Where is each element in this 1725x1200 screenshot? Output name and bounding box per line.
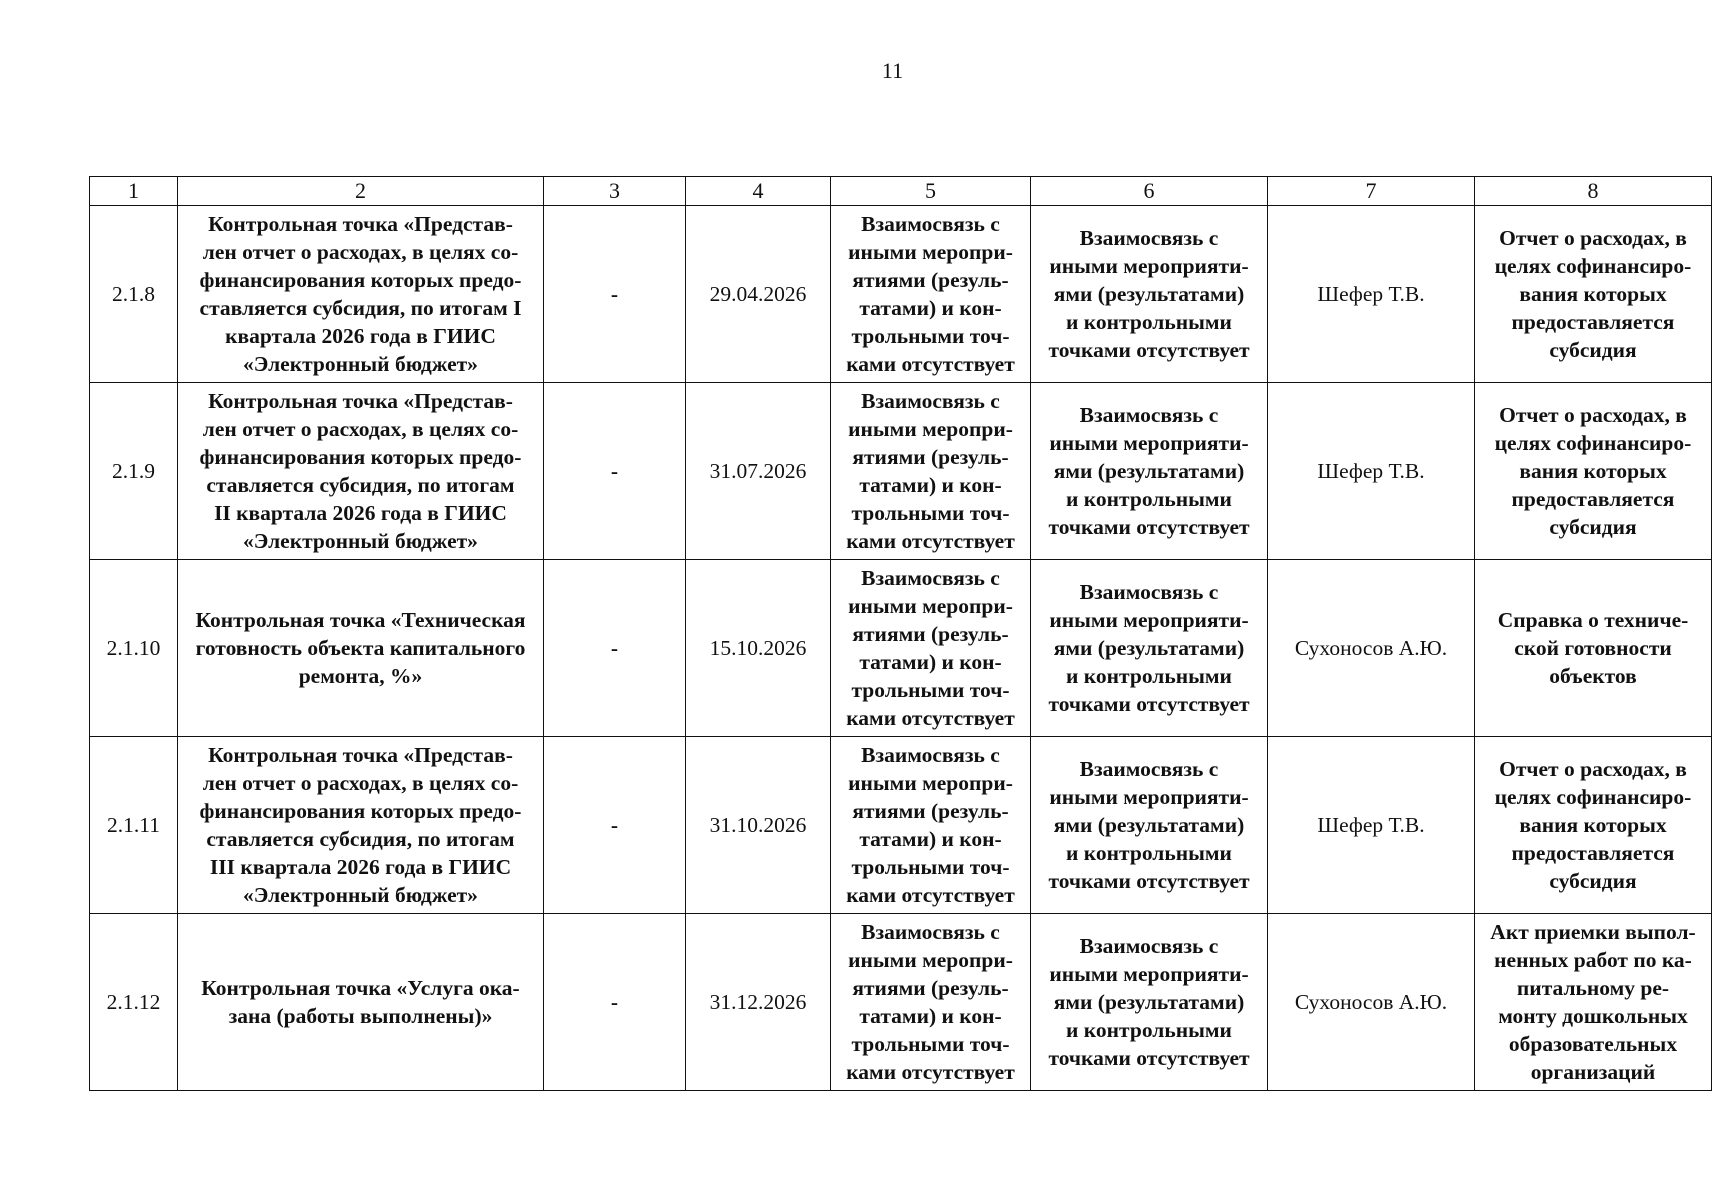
relationship-cell-line: ятиями (резуль- [852,976,1009,1000]
relationship-cell [831,914,1031,1091]
relationship-cell-line: ками отсутствует [846,883,1015,907]
control-point-name-cell-line: финансирования которых предо- [199,799,522,823]
document-cell-line: вания которых [1519,282,1667,306]
document-cell-line: Отчет о расходах, в [1499,403,1687,427]
relationship-cell [831,560,1031,737]
relationship-cell-line: татами) и кон- [859,650,1002,674]
date-cell: 31.07.2026 [686,383,831,560]
relationship-cell-line: точками отсутствует [1048,1046,1250,1070]
table-row [90,914,1712,1091]
control-point-name-cell-line: готовность объекта капитального [195,636,526,660]
table-row [90,560,1712,737]
date-cell: 31.10.2026 [686,737,831,914]
relationship-cell-line: иными меропри- [848,594,1013,618]
relationship-cell-line: ками отсутствует [846,706,1015,730]
relationship-cell-line: татами) и кон- [859,1004,1002,1028]
column-header: 1 [90,177,178,206]
relationship-cell-line: ятиями (резуль- [852,622,1009,646]
document-cell-line: Акт приемки выпол- [1490,920,1696,944]
dash-cell: - [544,560,686,737]
relationship-cell-line: и контрольными [1066,841,1232,865]
relationship-cell-line: Взаимосвязь с [861,566,1000,590]
relationship-cell-line: иными мероприяти- [1049,431,1249,455]
relationship-cell-line: и контрольными [1066,664,1232,688]
control-point-name-cell [178,383,544,560]
relationship-cell-line: татами) и кон- [859,827,1002,851]
control-point-name-cell-line: Контрольная точка «Представ- [208,743,513,767]
table-row [90,383,1712,560]
control-point-name-cell-line: лен отчет о расходах, в целях со- [202,240,519,264]
relationship-cell-line: Взаимосвязь с [1079,934,1219,958]
dash-cell: - [544,206,686,383]
document-cell [1475,560,1712,737]
row-number-cell: 2.1.8 [90,206,178,383]
control-point-name-cell-line: финансирования которых предо- [199,445,522,469]
document-cell-line: субсидия [1549,338,1637,362]
relationship-cell [831,737,1031,914]
control-point-name-cell-line: II квартала 2026 года в ГИИС [214,501,507,525]
relationship-cell-line: и контрольными [1066,1018,1232,1042]
document-cell-line: организаций [1530,1060,1656,1084]
document-cell-line: ненных работ по ка- [1494,948,1692,972]
page-number: 11 [881,58,904,83]
column-header: 5 [831,177,1031,206]
document-cell-line: предоставляется [1511,310,1675,334]
relationship-cell-line: ями (результатами) [1053,282,1245,306]
relationship-cell-line: иными мероприяти- [1049,254,1249,278]
relationship-cell-line: ятиями (резуль- [852,445,1009,469]
relationship-cell [831,206,1031,383]
relationship-cell-line: Взаимосвязь с [1079,757,1219,781]
document-cell-line: образовательных [1508,1032,1678,1056]
relationship-cell-line: трольными точ- [851,324,1010,348]
control-point-name-cell [178,560,544,737]
control-point-name-cell-line: Контрольная точка «Представ- [208,389,513,413]
dash-cell: - [544,383,686,560]
relationship-cell [1031,206,1268,383]
responsible-cell: Шефер Т.В. [1268,206,1475,383]
document-cell [1475,383,1712,560]
relationship-cell-line: Взаимосвязь с [1079,580,1219,604]
responsible-cell: Шефер Т.В. [1268,737,1475,914]
control-point-name-cell-line: Контрольная точка «Техническая [195,608,526,632]
control-point-name-cell-line: квартала 2026 года в ГИИС [225,324,496,348]
relationship-cell-line: иными меропри- [848,240,1013,264]
document-cell-line: объектов [1549,664,1637,688]
row-number-cell: 2.1.10 [90,560,178,737]
column-header: 4 [686,177,831,206]
relationship-cell-line: Взаимосвязь с [1079,226,1219,250]
control-points-table [89,176,1712,1091]
responsible-cell: Шефер Т.В. [1268,383,1475,560]
relationship-cell-line: и контрольными [1066,487,1232,511]
relationship-cell-line: иными мероприяти- [1049,962,1249,986]
relationship-cell-line: ями (результатами) [1053,813,1245,837]
column-header: 3 [544,177,686,206]
table-row [90,206,1712,383]
document-cell-line: целях софинансиро- [1494,431,1692,455]
document-cell [1475,206,1712,383]
relationship-cell-line: ками отсутствует [846,1060,1015,1084]
relationship-cell [831,383,1031,560]
document-cell-line: целях софинансиро- [1494,254,1692,278]
control-point-name-cell-line: финансирования которых предо- [199,268,522,292]
column-header: 2 [178,177,544,206]
relationship-cell [1031,560,1268,737]
control-point-name-cell-line: ремонта, %» [298,664,423,688]
document-cell-line: вания которых [1519,813,1667,837]
relationship-cell-line: точками отсутствует [1048,869,1250,893]
relationship-cell-line: иными мероприяти- [1049,608,1249,632]
relationship-cell [1031,737,1268,914]
document-cell-line: питальному ре- [1516,976,1670,1000]
relationship-cell-line: трольными точ- [851,1032,1010,1056]
relationship-cell-line: ятиями (резуль- [852,268,1009,292]
control-point-name-cell-line: Контрольная точка «Представ- [208,212,513,236]
header-row [90,177,1712,206]
relationship-cell-line: ями (результатами) [1053,990,1245,1014]
row-number-cell: 2.1.12 [90,914,178,1091]
relationship-cell-line: Взаимосвязь с [861,389,1000,413]
document-cell-line: субсидия [1549,515,1637,539]
control-point-name-cell-line: «Электронный бюджет» [243,883,478,907]
relationship-cell-line: иными меропри- [848,948,1013,972]
dash-cell: - [544,737,686,914]
control-point-name-cell [178,206,544,383]
date-cell: 15.10.2026 [686,560,831,737]
relationship-cell-line: точками отсутствует [1048,515,1250,539]
relationship-cell-line: Взаимосвязь с [861,743,1000,767]
control-point-name-cell-line: «Электронный бюджет» [243,352,478,376]
relationship-cell-line: Взаимосвязь с [861,212,1000,236]
control-point-name-cell-line: III квартала 2026 года в ГИИС [209,855,512,879]
date-cell: 29.04.2026 [686,206,831,383]
table-body [90,206,1712,1091]
control-point-name-cell-line: лен отчет о расходах, в целях со- [202,417,519,441]
document-cell-line: ской готовности [1514,636,1672,660]
relationship-cell-line: ками отсутствует [846,352,1015,376]
document-cell [1475,737,1712,914]
column-header: 7 [1268,177,1475,206]
relationship-cell-line: трольными точ- [851,501,1010,525]
document-cell-line: субсидия [1549,869,1637,893]
responsible-cell: Сухоносов А.Ю. [1268,560,1475,737]
relationship-cell-line: трольными точ- [851,678,1010,702]
relationship-cell-line: ятиями (резуль- [852,799,1009,823]
document-cell-line: вания которых [1519,459,1667,483]
relationship-cell-line: ками отсутствует [846,529,1015,553]
document-cell-line: предоставляется [1511,487,1675,511]
column-header: 8 [1475,177,1712,206]
column-header: 6 [1031,177,1268,206]
control-point-name-cell [178,737,544,914]
document-cell-line: Отчет о расходах, в [1499,226,1687,250]
document-cell-line: предоставляется [1511,841,1675,865]
relationship-cell-line: Взаимосвязь с [1079,403,1219,427]
document-cell-line: Справка о техниче- [1497,608,1689,632]
control-point-name-cell [178,914,544,1091]
relationship-cell-line: иными меропри- [848,771,1013,795]
responsible-cell: Сухоносов А.Ю. [1268,914,1475,1091]
date-cell: 31.12.2026 [686,914,831,1091]
relationship-cell-line: иными мероприяти- [1049,785,1249,809]
relationship-cell [1031,914,1268,1091]
control-point-name-cell-line: ставляется субсидия, по итогам I [199,296,522,320]
relationship-cell-line: Взаимосвязь с [861,920,1000,944]
control-point-name-cell-line: ставляется субсидия, по итогам [206,827,515,851]
control-point-name-cell-line: ставляется субсидия, по итогам [206,473,515,497]
control-point-name-cell-line: Контрольная точка «Услуга ока- [201,976,520,1000]
document-cell [1475,914,1712,1091]
relationship-cell [1031,383,1268,560]
document-cell-line: монту дошкольных [1498,1004,1688,1028]
relationship-cell-line: ями (результатами) [1053,636,1245,660]
control-point-name-cell-line: лен отчет о расходах, в целях со- [202,771,519,795]
control-point-name-cell-line: зана (работы выполнены)» [228,1004,493,1028]
relationship-cell-line: точками отсутствует [1048,338,1250,362]
relationship-cell-line: татами) и кон- [859,473,1002,497]
relationship-cell-line: иными меропри- [848,417,1013,441]
document-cell-line: Отчет о расходах, в [1499,757,1687,781]
control-point-name-cell-line: «Электронный бюджет» [243,529,478,553]
relationship-cell-line: татами) и кон- [859,296,1002,320]
relationship-cell-line: трольными точ- [851,855,1010,879]
row-number-cell: 2.1.11 [90,737,178,914]
relationship-cell-line: точками отсутствует [1048,692,1250,716]
document-cell-line: целях софинансиро- [1494,785,1692,809]
table-row [90,737,1712,914]
relationship-cell-line: ями (результатами) [1053,459,1245,483]
relationship-cell-line: и контрольными [1066,310,1232,334]
dash-cell: - [544,914,686,1091]
row-number-cell: 2.1.9 [90,383,178,560]
